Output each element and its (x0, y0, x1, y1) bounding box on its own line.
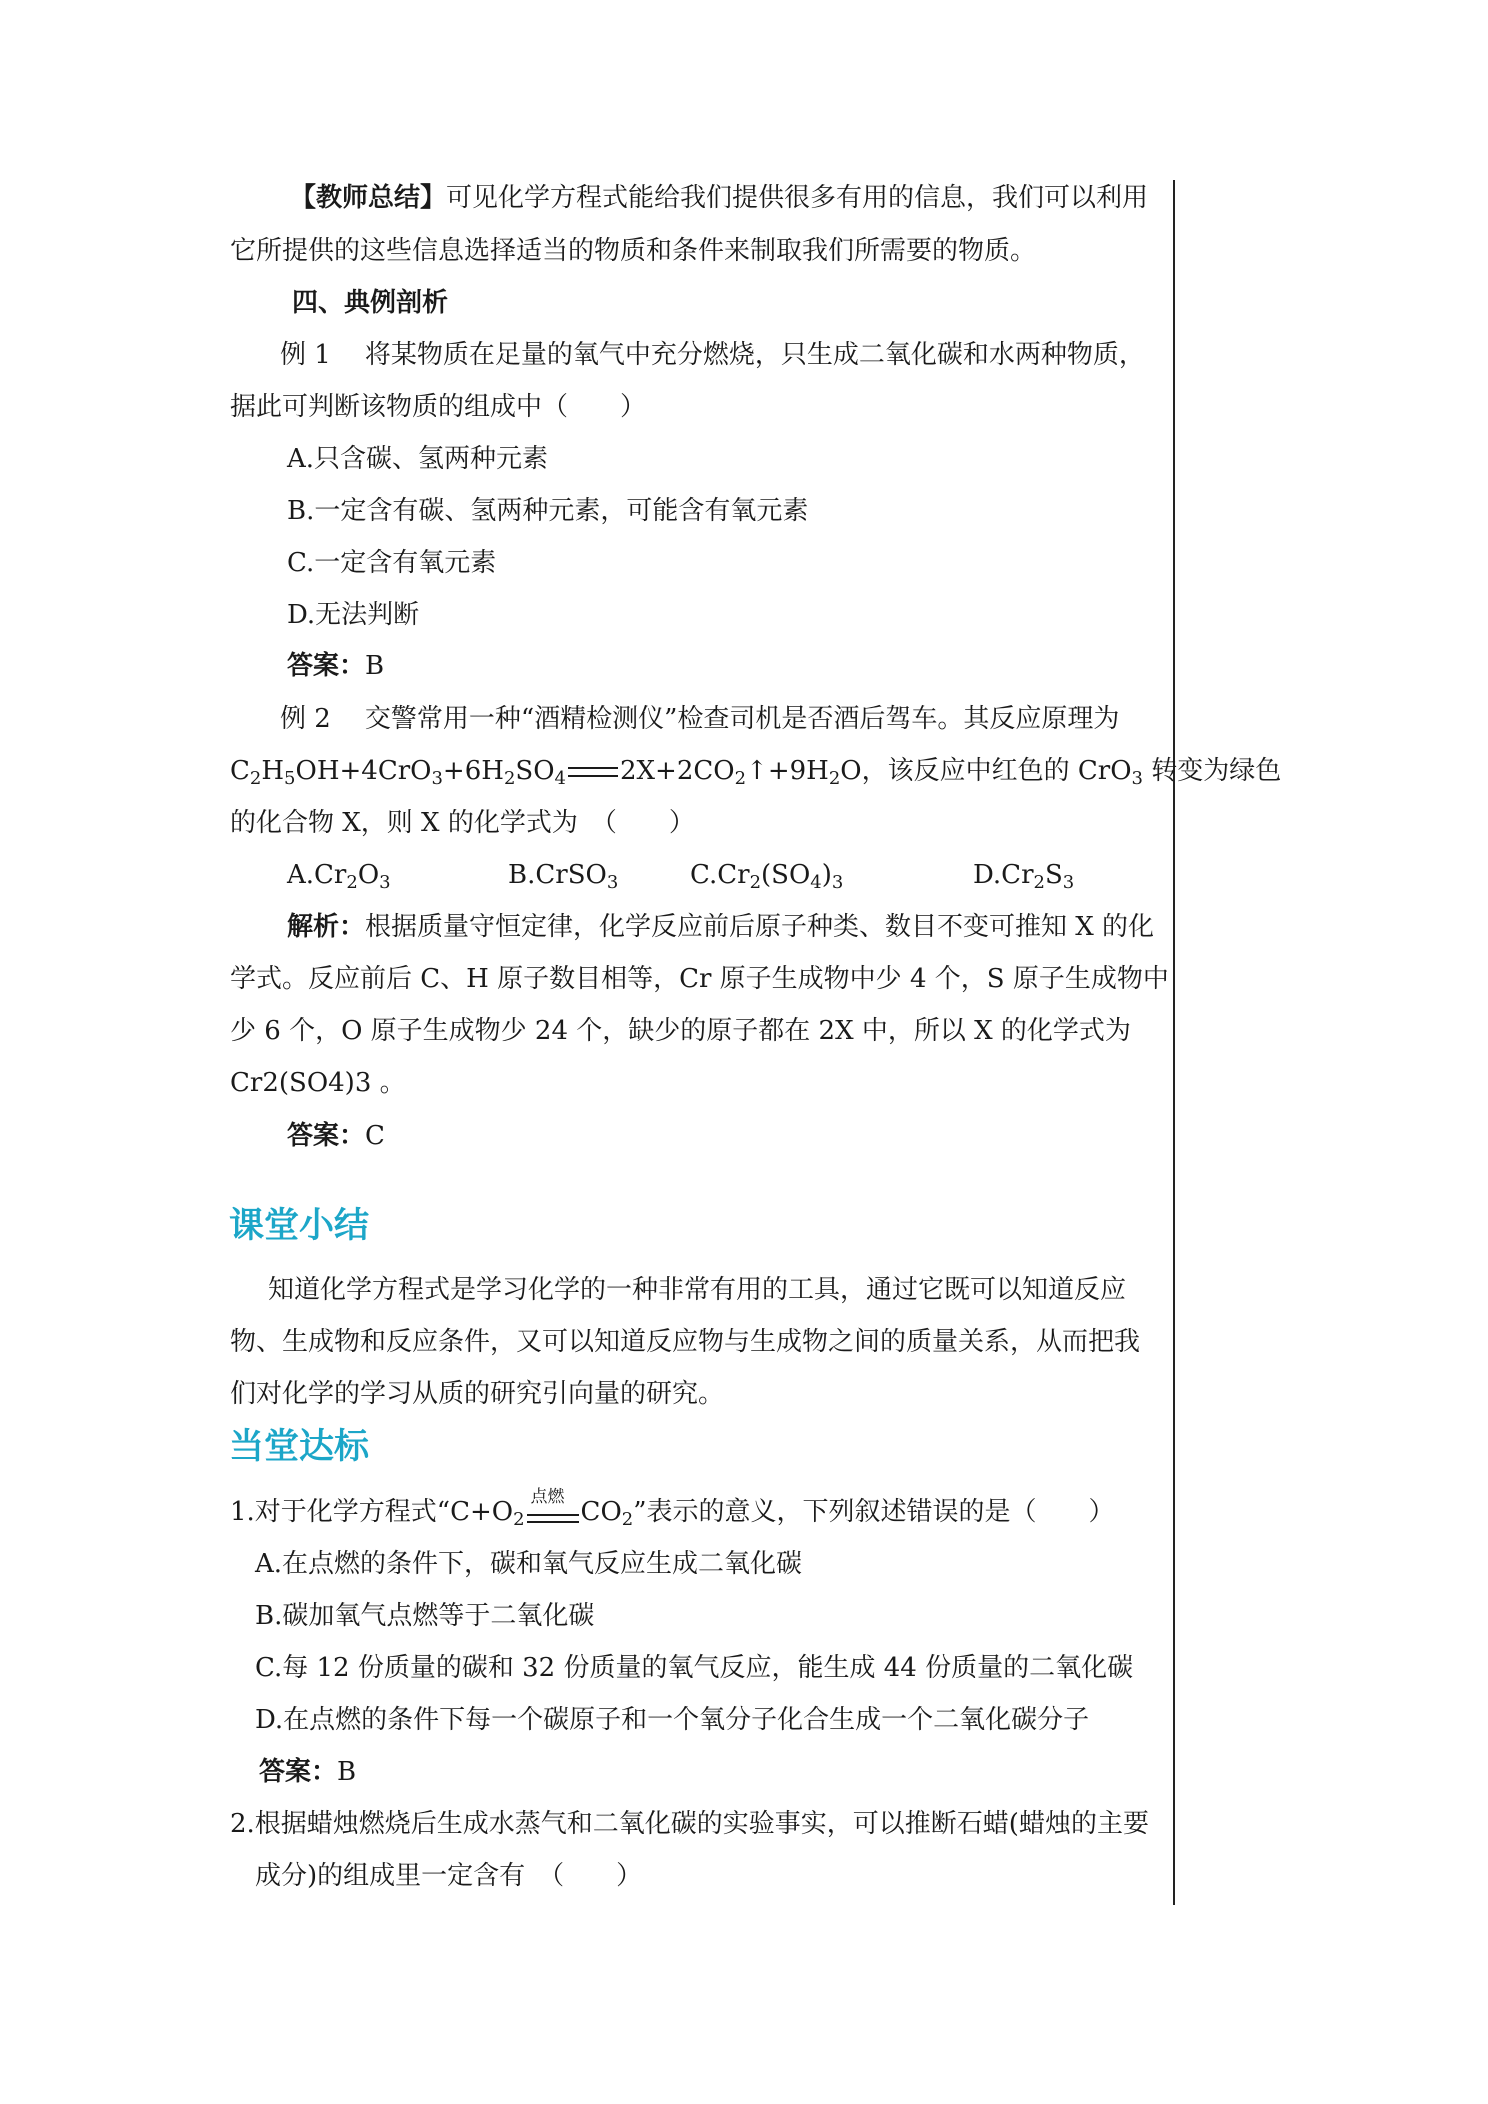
analysis-label: 解析： (287, 912, 366, 942)
practice-q1-answer: 答案：B (259, 1757, 357, 1787)
section-title-examples: 四、典例剖析 (292, 288, 449, 318)
teacher-summary-line1 (290, 180, 1148, 216)
example2-label: 例 2 (280, 704, 331, 734)
example1-answer-value: B (365, 651, 385, 681)
practice-q1-option-a: A.在点燃的条件下，碳和氧气反应生成二氧化碳 (255, 1549, 803, 1579)
summary-paragraph-line1: 知道化学方程式是学习化学的一种非常有用的工具，通过它既可以知道反应 (268, 1275, 1127, 1305)
summary-paragraph-line2: 物、生成物和反应条件，又可以知道反应物与生成物之间的质量关系，从而把我 (230, 1327, 1141, 1357)
equals-sign (568, 767, 618, 777)
practice-q2-line1: 2.根据蜡烛燃烧后生成水蒸气和二氧化碳的实验事实，可以推断石蜡(蜡烛的主要 (230, 1809, 1149, 1839)
example1-option-c: C.一定含有氧元素 (287, 548, 497, 578)
summary-paragraph-line3: 们对化学的学习从质的研究引向量的研究。 (230, 1379, 725, 1409)
example2-option-d: $D.Cr_2S_3$ (973, 860, 1075, 893)
example2-question-line3: 的化合物 X，则 X 的化学式为 （ ） (230, 808, 695, 838)
practice-q1-option-b: B.碳加氧气点燃等于二氧化碳 (255, 1601, 595, 1631)
example1-label: 例 1 (280, 340, 331, 370)
practice-q2-line2: 成分)的组成里一定含有 （ ） (255, 1861, 643, 1891)
example2-analysis-line3: 少 6 个，O 原子生成物少 24 个，缺少的原子都在 2X 中，所以 X 的化学式为 (230, 1016, 1131, 1046)
example2-question-text: 交警常用一种“酒精检测仪”检查司机是否酒后驾车。其反应原理为 (364, 704, 1120, 734)
page-right-border (1173, 180, 1175, 1905)
example2-question-line1 (280, 701, 1119, 737)
example1-question-text: 将某物质在足量的氧气中充分燃烧，只生成二氧化碳和水两种物质， (364, 340, 1145, 370)
practice-heading: 当堂达标 (229, 1427, 370, 1467)
example2-answer (287, 1118, 385, 1154)
example2-option-a: $A.Cr_2O_3$ (287, 860, 391, 893)
example1-question-line1 (280, 337, 1145, 373)
example2-analysis-line4: Cr2(SO4)3 。 (230, 1068, 406, 1098)
example2-answer-label: 答案： (287, 1121, 366, 1151)
example1-answer (287, 648, 384, 684)
example1-answer-label: 答案： (287, 651, 366, 681)
example2-analysis-line2: 学式。反应前后 C、H 原子数目相等，Cr 原子生成物中少 4 个，S 原子生成物中 (230, 964, 1169, 994)
example2-answer-value: C (365, 1121, 385, 1151)
example2-equation-line: $C_2H_5OH+4CrO_3+6H_2SO_4$ $2X+2CO_2↑+9H_2O$，该反应中红色的 CrO$_3$ 转变为绿色 (230, 756, 1282, 789)
teacher-summary-text1: 可见化学方程式能给我们提供很多有用的信息，我们可以利用 (446, 183, 1149, 213)
example1-option-d: D.无法判断 (287, 600, 420, 630)
example2-option-b: B.CrSO$_3$ (508, 860, 619, 893)
teacher-summary-line2: 它所提供的这些信息选择适当的物质和条件来制取我们所需要的物质。 (230, 236, 1037, 266)
summary-heading: 课堂小结 (229, 1206, 370, 1246)
example1-option-a: A.只含碳、氢两种元素 (287, 444, 549, 474)
example1-option-b: B.一定含有碳、氢两种元素，可能含有氧元素 (287, 496, 809, 526)
practice-q1-option-c: C.每 12 份质量的碳和 32 份质量的氧气反应，能生成 44 份质量的二氧化碳 (255, 1653, 1134, 1683)
example2-analysis-line1: 解析：根据质量守恒定律，化学反应前后原子种类、数目不变可推知 X 的化 (287, 912, 1155, 942)
reaction-condition-arrow: 点燃 (525, 1494, 581, 1530)
practice-q1-stem: 1.对于化学方程式“$C+O_2$ 点燃 $CO_2$”表示的意义，下列叙述错误的是（ ） (230, 1487, 1115, 1530)
teacher-summary-label: 【教师总结】 (290, 183, 447, 213)
practice-q1-option-d: D.在点燃的条件下每一个碳原子和一个氧分子化合生成一个二氧化碳分子 (255, 1705, 1090, 1735)
example2-option-c: $C.Cr_2(SO_4)_3$ (690, 860, 844, 893)
example1-question-line2: 据此可判断该物质的组成中（ ） (230, 392, 647, 422)
